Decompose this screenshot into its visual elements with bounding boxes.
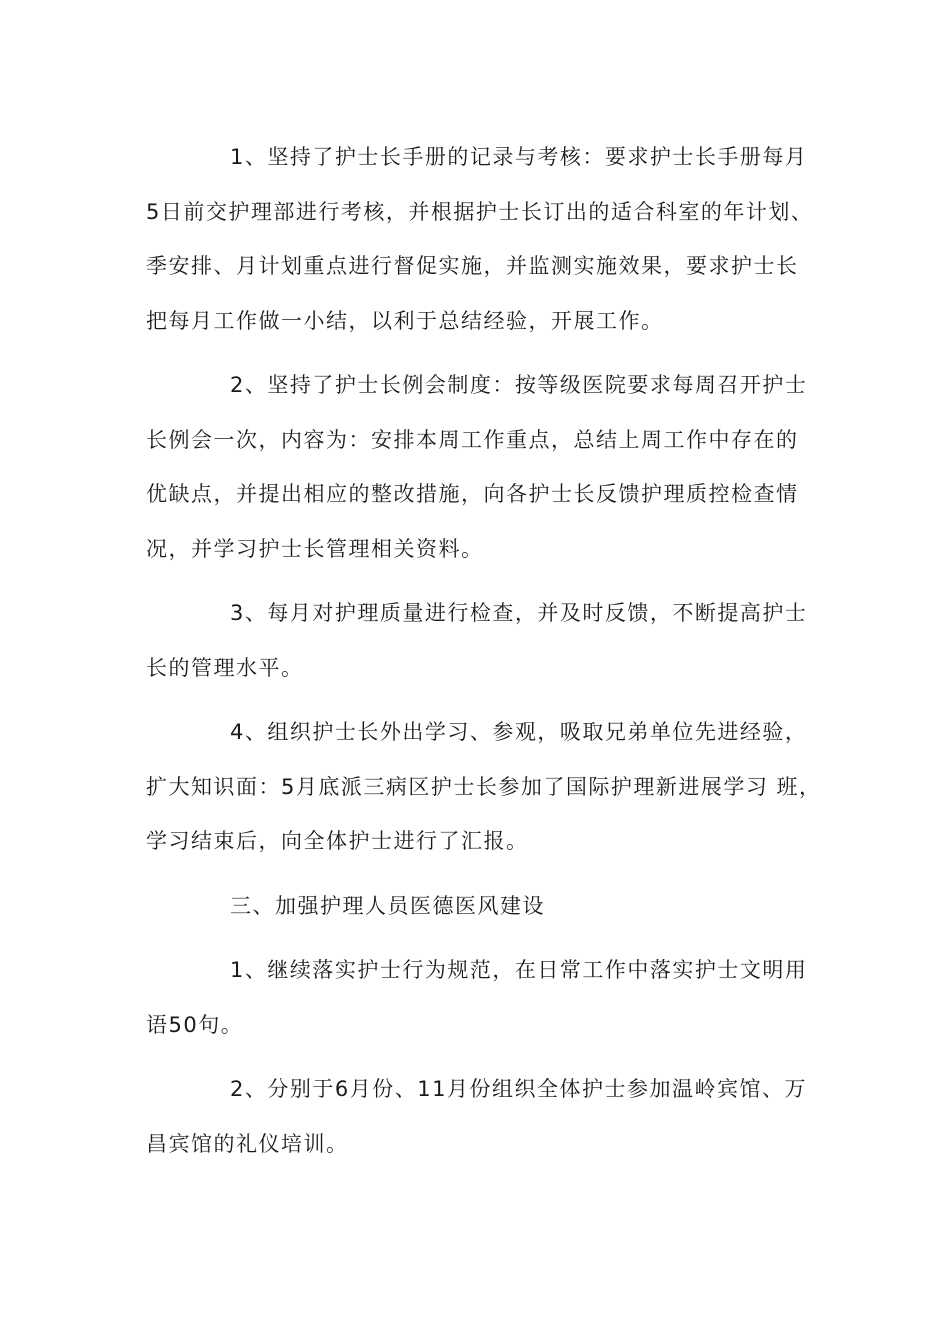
text-line: 优缺点，并提出相应的整改措施，向各护士长反馈护理质控检查情 [146, 482, 799, 506]
text-line: 3、每月对护理质量进行检查，并及时反馈，不断提高护士 [230, 601, 808, 625]
text-line: 三、加强护理人员医德医风建设 [230, 893, 545, 918]
text-line: 况，并学习护士长管理相关资料。 [146, 536, 484, 561]
text-line: 2、分别于6月份、11月份组织全体护士参加温岭宾馆、万 [230, 1077, 807, 1101]
paragraph-monthly-inspection [146, 586, 806, 695]
text-line: 2、坚持了护士长例会制度：按等级医院要求每周召开护士 [230, 373, 808, 397]
text-line: 学习结束后，向全体护士进行了汇报。 [146, 829, 529, 853]
text-line: 扩大知识面：5月底派三病区护士长参加了国际护理新进展学习 班， [146, 774, 822, 799]
text-line: 1、继续落实护士行为规范，在日常工作中落实护士文明用 [230, 958, 808, 982]
section-heading-ethics [146, 879, 806, 934]
paragraph-etiquette-training [146, 1062, 806, 1171]
text-line: 语50句。 [146, 1012, 244, 1037]
paragraph-regular-meetings [146, 358, 806, 576]
document-body [146, 130, 822, 1181]
text-line: 长例会一次，内容为：安排本周工作重点，总结上周工作中存在的 [146, 427, 799, 452]
text-line: 4、组织护士长外出学习、参观，吸取兄弟单位先进经验， [230, 720, 808, 744]
text-line: 长的管理水平。 [146, 655, 304, 680]
text-line: 昌宾馆的礼仪培训。 [146, 1131, 349, 1156]
paragraph-handbook-assessment [146, 130, 814, 348]
text-line: 把每月工作做一小结，以利于总结经验，开展工作。 [146, 308, 664, 333]
text-line: 季安排、月计划重点进行督促实施，并监测实施效果，要求护士长 [146, 254, 799, 278]
paragraph-conduct-standards [146, 943, 806, 1052]
text-line: 1、坚持了护士长手册的记录与考核：要求护士长手册每月 [230, 145, 808, 169]
paragraph-external-study [146, 705, 822, 869]
text-line: 5日前交护理部进行考核，并根据护士长订出的适合科室的年计划、 [146, 199, 814, 224]
